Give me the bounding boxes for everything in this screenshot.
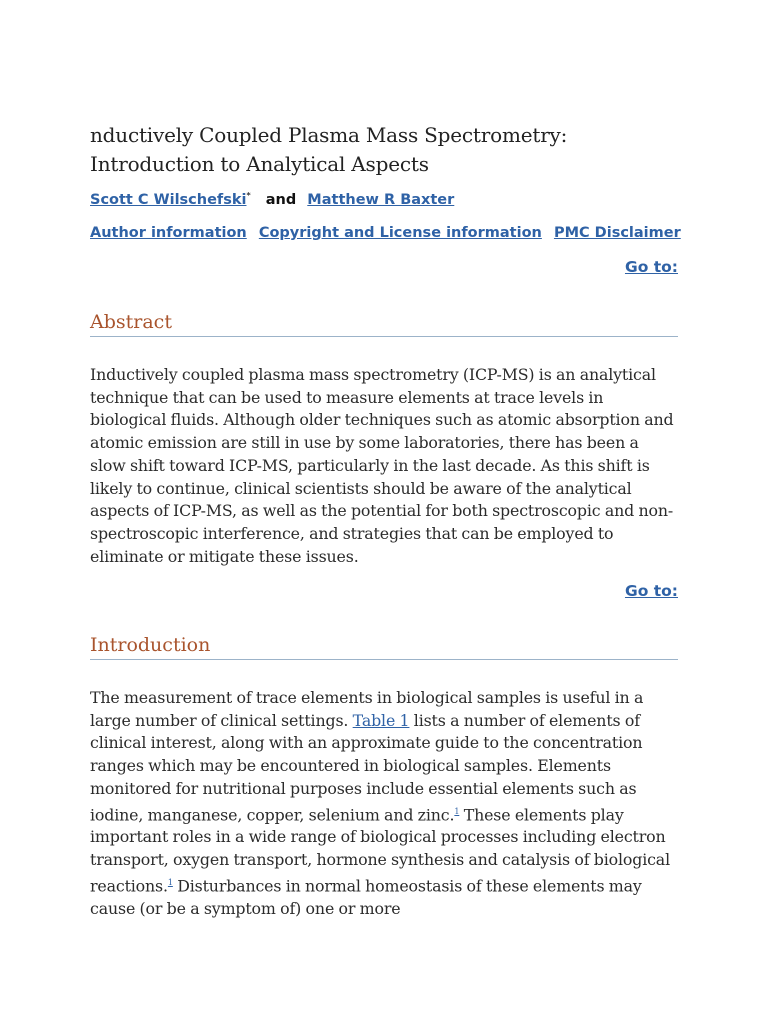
intro-text-part2: lists a number of elements of clinical interest, along with an approximate guide to the concentration ranges which may be encountered in biological samples. Elements monitored for nutritional purposes include essential elements such as iodine, manganese, copper, selenium and zinc.	[90, 710, 643, 824]
intro-text-part1: The measurement of trace elements in biological samples is useful in a large number of clinical settings.	[90, 688, 644, 730]
article-meta-links	[90, 225, 688, 241]
reference-link-1[interactable]: 1	[454, 806, 460, 816]
table-1-link[interactable]: Table 1	[352, 710, 410, 730]
goto-link-top[interactable]: Go to:	[624, 258, 678, 276]
author-list	[90, 191, 454, 208]
author-mark: *	[246, 191, 251, 200]
author-link-baxter[interactable]: Matthew R Baxter	[307, 191, 455, 208]
abstract-text: Inductively coupled plasma mass spectrometry (ICP-MS) is an analytical technique that can be used to measure elements at trace levels in biological fluids. Although older techniques such as atomic absorption and atomic emission are still in use by some laboratories, there has been a slow shift toward ICP-MS, particularly in the last decade. As this shift is likely to continue, clinical scientists should be aware of the analytical aspects of ICP-MS, as well as the potential for both spectroscopic and non-spectroscopic interference, and strategies that can be employed to eliminate or mitigate these issues.	[90, 365, 674, 566]
abstract-heading: Abstract	[90, 311, 678, 337]
reference-link-1b[interactable]: 1	[167, 877, 173, 887]
article-title: nductively Coupled Plasma Mass Spectrometry: Introduction to Analytical Aspects	[90, 123, 568, 176]
introduction-heading: Introduction	[90, 634, 678, 660]
copyright-license-link[interactable]: Copyright and License information	[258, 225, 542, 241]
pmc-disclaimer-link[interactable]: PMC Disclaimer	[553, 225, 681, 241]
author-link-wilschefski[interactable]: Scott C Wilschefski	[90, 191, 247, 208]
introduction-text	[90, 687, 678, 921]
author-joiner: and	[265, 191, 297, 208]
goto-link-abstract[interactable]: Go to:	[624, 582, 678, 600]
author-information-link[interactable]: Author information	[90, 225, 247, 241]
intro-text-part3: These elements play important roles in a wide range of biological processes including electron transport, oxygen transport, hormone synthesis and catalysis of biological reactions.	[90, 804, 670, 896]
intro-text-part4: Disturbances in normal homeostasis of these elements may cause (or be a symptom of) one or more	[90, 876, 642, 918]
